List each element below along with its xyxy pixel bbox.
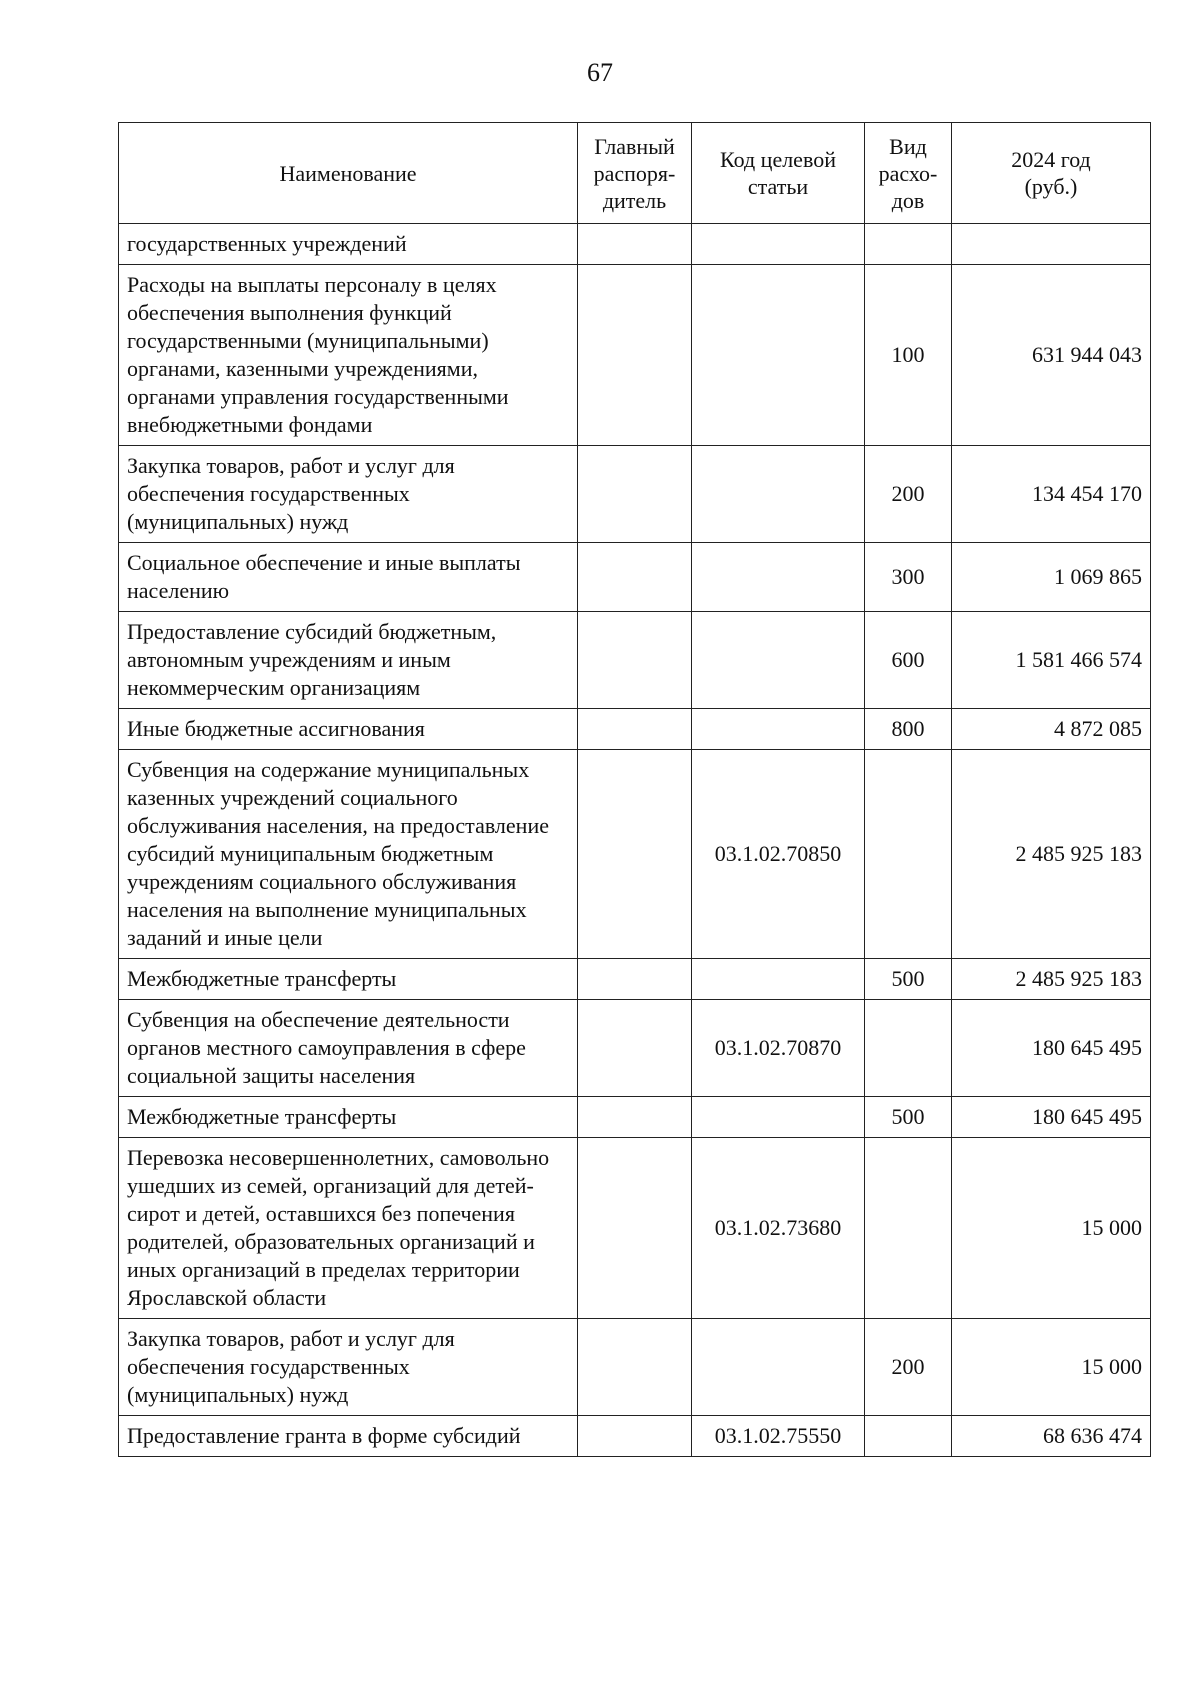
- row-target-code: [692, 1319, 865, 1416]
- row-expense-type: 300: [865, 543, 952, 612]
- table-row: [119, 612, 1151, 709]
- table-row: [119, 543, 1151, 612]
- row-expense-type: [865, 750, 952, 959]
- row-name: Субвенция на обеспечение деятельности органов местного самоуправления в сфере социальной защиты населения: [119, 1000, 578, 1097]
- header-gr-line2: распоря-: [593, 160, 676, 186]
- row-amount: 15 000: [952, 1319, 1151, 1416]
- header-target-code: [692, 123, 865, 224]
- row-chief-administrator: [578, 709, 692, 750]
- row-amount: 631 944 043: [952, 265, 1151, 446]
- row-name: Закупка товаров, работ и услуг для обеспечения государственных (муниципальных) нужд: [119, 446, 578, 543]
- table-row: [119, 750, 1151, 959]
- row-chief-administrator: [578, 1097, 692, 1138]
- row-expense-type: 800: [865, 709, 952, 750]
- table-row: [119, 709, 1151, 750]
- row-target-code: [692, 1097, 865, 1138]
- row-target-code: [692, 959, 865, 1000]
- header-expense-type: [865, 123, 952, 224]
- table-row: [119, 1097, 1151, 1138]
- row-amount: 4 872 085: [952, 709, 1151, 750]
- row-chief-administrator: [578, 750, 692, 959]
- header-vid-line2: расхо-: [878, 160, 938, 186]
- row-expense-type: 100: [865, 265, 952, 446]
- row-chief-administrator: [578, 612, 692, 709]
- row-amount: 2 485 925 183: [952, 750, 1151, 959]
- row-chief-administrator: [578, 265, 692, 446]
- header-code-line2: статьи: [747, 174, 809, 199]
- header-name-label: Наименование: [279, 160, 417, 186]
- row-name: Социальное обеспечение и иные выплаты населению: [119, 543, 578, 612]
- row-name: Закупка товаров, работ и услуг для обеспечения государственных (муниципальных) нужд: [119, 1319, 578, 1416]
- row-target-code: [692, 709, 865, 750]
- row-expense-type: [865, 224, 952, 265]
- row-expense-type: 200: [865, 446, 952, 543]
- row-name: Предоставление гранта в форме субсидий: [119, 1416, 578, 1457]
- row-amount: 1 069 865: [952, 543, 1151, 612]
- table-row: [119, 1000, 1151, 1097]
- header-sum-line2: (руб.): [1024, 174, 1078, 199]
- row-chief-administrator: [578, 1000, 692, 1097]
- row-target-code: [692, 612, 865, 709]
- row-target-code: [692, 446, 865, 543]
- row-target-code: 03.1.02.75550: [692, 1416, 865, 1457]
- row-expense-type: [865, 1416, 952, 1457]
- row-amount: 68 636 474: [952, 1416, 1151, 1457]
- row-name: государственных учреждений: [119, 224, 578, 265]
- table-row: [119, 224, 1151, 265]
- row-name: Иные бюджетные ассигнования: [119, 709, 578, 750]
- row-expense-type: 500: [865, 1097, 952, 1138]
- row-name: Межбюджетные трансферты: [119, 1097, 578, 1138]
- row-amount: 15 000: [952, 1138, 1151, 1319]
- budget-table: [118, 122, 1151, 1457]
- row-amount: 2 485 925 183: [952, 959, 1151, 1000]
- table-row: [119, 1138, 1151, 1319]
- row-chief-administrator: [578, 1138, 692, 1319]
- table-row: [119, 265, 1151, 446]
- row-expense-type: 200: [865, 1319, 952, 1416]
- header-gr-line1: Главный: [594, 133, 675, 159]
- header-name: [119, 123, 578, 224]
- table-row: [119, 446, 1151, 543]
- row-name: Межбюджетные трансферты: [119, 959, 578, 1000]
- row-expense-type: 600: [865, 612, 952, 709]
- table-row: [119, 959, 1151, 1000]
- header-vid-line3: дов: [891, 187, 925, 213]
- row-target-code: 03.1.02.70870: [692, 1000, 865, 1097]
- row-amount: 180 645 495: [952, 1097, 1151, 1138]
- row-expense-type: 500: [865, 959, 952, 1000]
- header-amount-2024: [952, 123, 1151, 224]
- header-gr-line3: дитель: [602, 187, 667, 213]
- row-expense-type: [865, 1000, 952, 1097]
- row-name: Расходы на выплаты персоналу в целях обеспечения выполнения функций государственными (муниципальными) органами, казенными учреждениями, органами управления государственными внебюджетными фондами: [119, 265, 578, 446]
- row-chief-administrator: [578, 543, 692, 612]
- row-name: Перевозка несовершеннолетних, самовольно ушедших из семей, организаций для детей-сирот и детей, оставшихся без попечения родителей, образовательных организаций и иных организаций в пределах территории Ярославской области: [119, 1138, 578, 1319]
- table-row: [119, 1319, 1151, 1416]
- header-chief-administrator: [578, 123, 692, 224]
- table-header-row: [119, 123, 1151, 224]
- row-name: Субвенция на содержание муниципальных казенных учреждений социального обслуживания населения, на предоставление субсидий муниципальным бюджетным учреждениям социального обслуживания населения на выполнение муниципальных заданий и иные цели: [119, 750, 578, 959]
- row-expense-type: [865, 1138, 952, 1319]
- row-chief-administrator: [578, 959, 692, 1000]
- row-chief-administrator: [578, 1319, 692, 1416]
- row-amount: 180 645 495: [952, 1000, 1151, 1097]
- row-chief-administrator: [578, 1416, 692, 1457]
- row-chief-administrator: [578, 224, 692, 265]
- header-vid-line1: Вид: [889, 133, 927, 159]
- row-target-code: 03.1.02.73680: [692, 1138, 865, 1319]
- row-amount: [952, 224, 1151, 265]
- row-chief-administrator: [578, 446, 692, 543]
- row-target-code: [692, 224, 865, 265]
- row-name: Предоставление субсидий бюджетным, автономным учреждениям и иным некоммерческим организациям: [119, 612, 578, 709]
- row-target-code: [692, 265, 865, 446]
- row-target-code: 03.1.02.70850: [692, 750, 865, 959]
- row-amount: 134 454 170: [952, 446, 1151, 543]
- row-target-code: [692, 543, 865, 612]
- header-code-line1: Код целевой: [720, 147, 836, 172]
- table-row: [119, 1416, 1151, 1457]
- row-amount: 1 581 466 574: [952, 612, 1151, 709]
- page-number: 67: [587, 58, 613, 87]
- header-sum-line1: 2024 год: [1011, 147, 1091, 172]
